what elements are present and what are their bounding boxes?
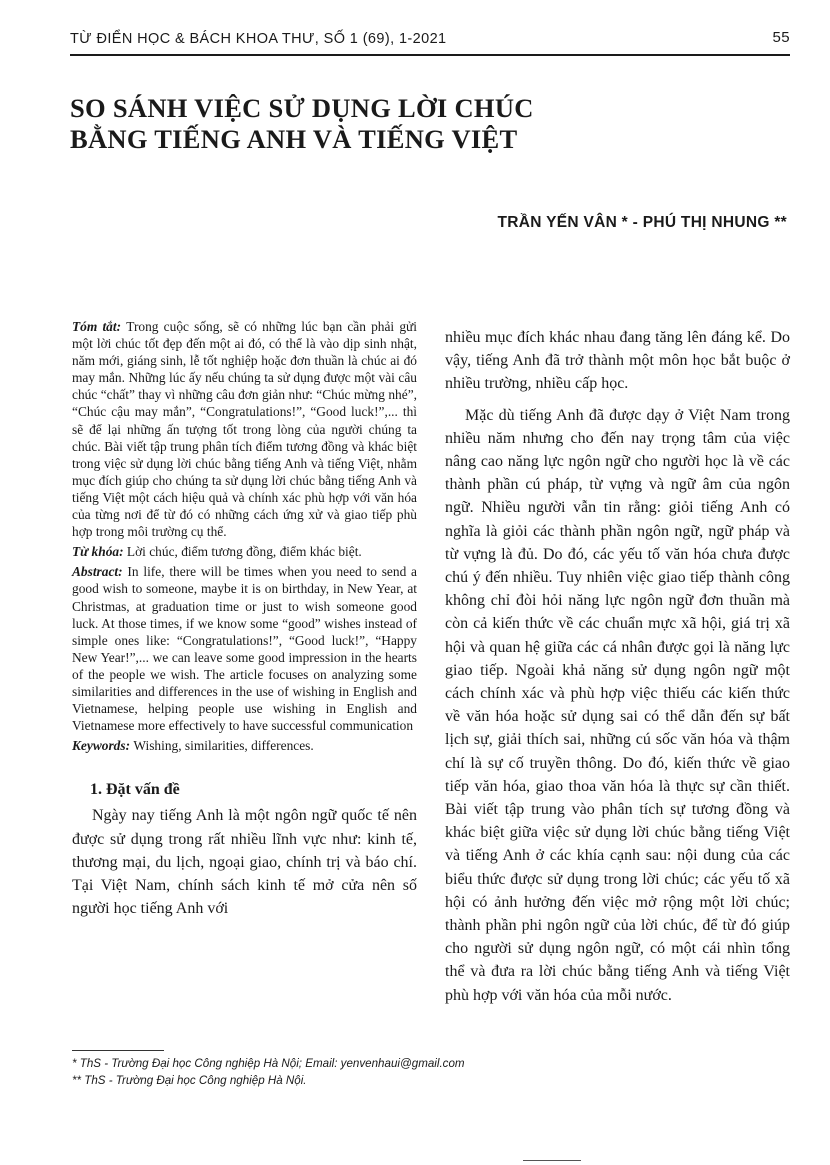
abstract-en-text: In life, there will be times when you need to send a good wish to someone, maybe it is on birthday, in New Year, at Christmas, at graduation time or just to wish someone good luck. At those times, if we know some “good” wishes instead of simple ones like: “Congratulations!”, “Good luck!”, “Happy New Year!”,... we can leave some good impression in the hearts of the people we wish. The article focuses on analyzing some similarities and differences in the use of wishing in English and Vietnamese, helping people use wishing in English and Vietnamese more effectively to have successful communication [72,564,418,734]
running-header [70,31,790,53]
page-number: 55 [772,29,790,46]
title-line-1: SO SÁNH VIỆC SỬ DỤNG LỜI CHÚC [70,93,534,123]
title-line-2: BẰNG TIẾNG ANH VÀ TIẾNG VIỆT [70,124,518,154]
keywords-vi-text: Lời chúc, điểm tương đồng, điểm khác biệt. [126,544,362,560]
abstract-english: Abstract: In life, there will be times when you need to send a good wish to someone, maybe it is on birthday, in New Year, at Christmas, at graduation time or just to wish someone good luck. At those times, if we know some “good” wishes instead of simple ones like: “Congratulations!”, “Good luck!”, “Happy New Year!”,... we can leave some good impression in the hearts of the people we wish. The article focuses on analyzing some similarities and differences in the use of wishing in English and Vietnamese, helping people use wishing in English and Vietnamese more effectively to have successful communication [72,564,418,734]
abstract-vi-text: Trong cuộc sống, sẽ có những lúc bạn cần phải gửi một lời chúc tốt đẹp đến một ai đó, có thể là vào dịp sinh nhật, năm mới, giáng sinh, lễ tốt nghiệp hoặc đơn thuần là chúc ai đó may mắn. Những lúc ấy nếu chúng ta sử dụng được một vài câu chúc “chất” thay vì những câu đơn giản như: “Chúc mừng nhé”, “Chúc cậu may mắn”, “Congratulations!”, “Good luck!”,... thì sẽ để lại những ấn tượng tốt trong lòng của người chúng ta chúc. Bài viết tập trung phân tích điểm tương đồng và khác biệt trong việc sử dụng lời chúc bằng tiếng Anh và tiếng Việt, nhằm mục đích giúp cho chúng ta sử dụng lời chúc bằng tiếng Anh và tiếng Việt một cách hiệu quả và chính xác phù hợp với văn hóa của từng nơi để từ đó có những cách ứng xử và giao tiếp phù hợp trong môi trường cụ thể. [72,319,417,540]
body-paragraph-1-continued: nhiều mục đích khác nhau đang tăng lên đáng kể. Do vậy, tiếng Anh đã trở thành một môn học bắt buộc ở nhiều trường, nhiều cấp học. [445,329,790,393]
keywords-vi-label: Từ khóa [72,544,120,560]
journal-title: TỪ ĐIỂN HỌC & BÁCH KHOA THƯ, SỐ 1 (69), 1-2021 [70,31,447,47]
keywords-en-text: Wishing, similarities, differences. [133,738,314,754]
right-column [445,326,790,1007]
left-column [72,318,417,920]
body-paragraph-2: Mặc dù tiếng Anh đã được dạy ở Việt Nam trong nhiều năm nhưng cho đến nay trọng tâm của việc nâng cao năng lực ngôn ngữ cho người học là về các thành phần cú pháp, từ vựng và ngữ âm của ngôn ngữ. Nhiều người vẫn tin rằng: giỏi tiếng Anh có nghĩa là giỏi các thành phần ngôn ngữ, ngữ pháp và từ vựng là đủ. Do đó, các yếu tố văn hóa chưa được chú ý đến nhiều. Tuy nhiên việc giao tiếp thành công không chỉ đòi hỏi năng lực ngôn ngữ đơn thuần mà còn cả kiến thức về các chuẩn mực xã hội, giá trị xã hội và quan hệ giữa các cá nhân được gọi là năng lực giao tiếp. Ngoài khả năng sử dụng ngôn ngữ một cách chính xác và phù hợp việc thiếu các kiến thức về văn hóa hoặc sử dụng sai có thể dẫn đến sự bất lịch sự, giải thích sai, những cú sốc văn hóa và thậm chí là sự cố truyền thông. Do đó, kiến thức về giao tiếp văn hóa, giao thoa văn hóa là thực sự cần thiết. Bài viết tập trung vào phân tích sự tương đồng và khác biệt giữa việc sử dụng lời chúc bằng tiếng Việt và tiếng Anh ở các khía cạnh sau: nội dung của các biểu thức được sử dụng trong lời chúc; các yếu tố xã hội có ảnh hưởng đến việc mở rộng một lời chúc; thành phần phi ngôn ngữ của lời chúc, để từ đó giúp cho người sử dụng ngôn ngữ, có một cái nhìn tổng thể và đưa ra lời chúc bằng tiếng Anh và tiếng Việt phù hợp với văn hóa của mỗi nước. [445,406,790,1004]
article-title [70,93,770,155]
header-divider [70,54,790,56]
author-line: TRẦN YẾN VÂN * - PHÚ THỊ NHUNG ** [497,214,787,231]
footnote-1: * ThS - Trường Đại học Công nghiệp Hà Nội; Email: yenvenhaui@gmail.com [72,1057,465,1070]
abstract-vi-label: Tóm tắt [72,319,117,334]
footnote-divider [72,1050,164,1051]
footnotes [72,1055,772,1089]
footnote-2: ** ThS - Trường Đại học Công nghiệp Hà Nội. [72,1074,307,1087]
keywords-en-label: Keywords [72,738,126,754]
body-paragraph-1: Ngày nay tiếng Anh là một ngôn ngữ quốc tế nên được sử dụng trong rất nhiều lĩnh vực như: kinh tế, thương mại, du lịch, ngoại giao, chính trị và báo chí. Tại Việt Nam, chính sách kinh tế mở cửa nên số người học tiếng Anh với [72,807,417,918]
section-heading: 1. Đặt vấn đề [90,781,180,799]
keywords-english: Keywords: Wishing, similarities, differences. [72,738,314,754]
bottom-rule [523,1160,581,1161]
abstract-en-label: Abstract [72,564,119,580]
keywords-vietnamese: Từ khóa: Lời chúc, điểm tương đồng, điểm khác biệt. [72,544,362,560]
abstract-vietnamese: Tóm tắt: Trong cuộc sống, sẽ có những lúc bạn cần phải gửi một lời chúc tốt đẹp đến một ai đó, có thể là vào dịp sinh nhật, năm mới, giáng sinh, lễ tốt nghiệp hoặc đơn thuần là chúc ai đó may mắn. Những lúc ấy nếu chúng ta sử dụng được một vài câu chúc “chất” thay vì những câu đơn giản như: “Chúc mừng nhé”, “Chúc cậu may mắn”, “Congratulations!”, “Good luck!”,... thì sẽ để lại những ấn tượng tốt trong lòng của người chúng ta chúc. Bài viết tập trung phân tích điểm tương đồng và khác biệt trong việc sử dụng lời chúc bằng tiếng Anh và tiếng Việt, nhằm mục đích giúp cho chúng ta sử dụng lời chúc bằng tiếng Anh và tiếng Việt một cách hiệu quả và chính xác phù hợp với văn hóa của từng nơi để từ đó có những cách ứng xử và giao tiếp phù hợp trong môi trường cụ thể. [72,319,417,540]
